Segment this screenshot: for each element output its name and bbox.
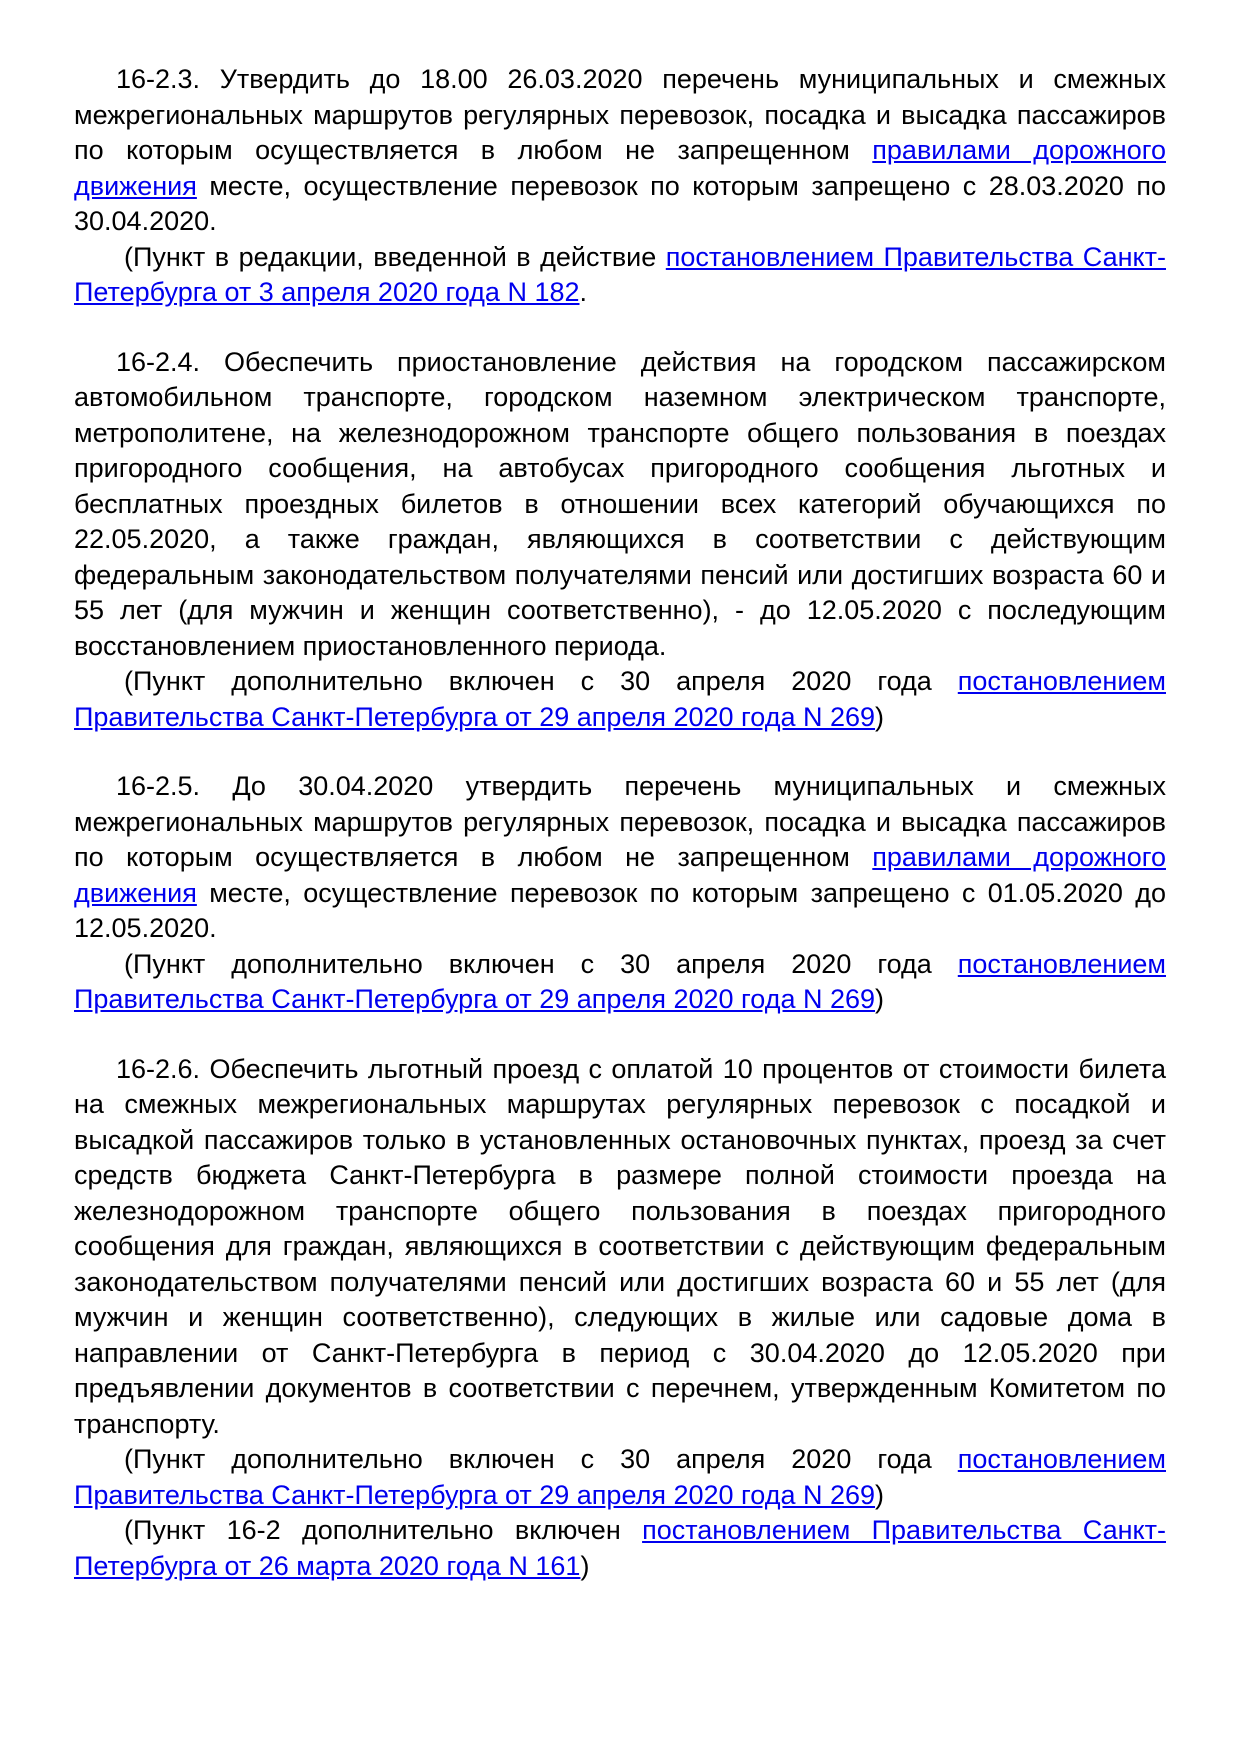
paragraph-gap: [74, 311, 1166, 345]
amendment-note: [74, 240, 1166, 311]
note-suffix: .: [579, 277, 588, 307]
paragraph-gap: [74, 1018, 1166, 1052]
amendment-note: [74, 947, 1166, 1018]
paragraph-text: 16-2.4. Обеспечить приостановление действия на городском пассажирском автомобильном транспорте, городском наземном электрическом транспорте, метрополитене, на железнодорожном транспорте общего пользования в поездах пригородного сообщения, на автобусах пригородного сообщения льготных и бесплатных проездных билетов в отношении всех категорий обучающихся по 22.05.2020, а также граждан, являющихся в соответствии с действующим федеральным законодательством получателями пенсий или достигших возраста 60 и 55 лет (для мужчин и женщин соответственно), - до 12.05.2020 с последующим восстановлением приостановленного периода.: [74, 346, 1166, 661]
resolution-link[interactable]: постановлением Правительства Санкт-Петербурга от 29 апреля 2020 года N 269: [74, 948, 1166, 1014]
document-page: [74, 62, 1166, 1584]
amendment-note: [74, 1442, 1166, 1513]
section-16-2-4: [74, 345, 1166, 736]
paragraph-text: 16-2.3. Утвердить до 18.00 26.03.2020 перечень муниципальных и смежных межрегиональных маршрутов регулярных перевозок, посадка и высадка пассажиров по которым осуществляется в любом не запрещенном: [74, 64, 1166, 165]
note-prefix: (Пункт 16-2 дополнительно включен: [124, 1515, 643, 1545]
resolution-link[interactable]: постановлением Правительства Санкт-Петербурга от 29 апреля 2020 года N 269: [74, 1444, 1166, 1510]
section-paragraph: [74, 62, 1166, 240]
section-16-2-3: [74, 62, 1166, 311]
resolution-link[interactable]: постановлением Правительства Санкт-Петербурга от 29 апреля 2020 года N 269: [74, 666, 1166, 732]
section-16-2-5: [74, 769, 1166, 1018]
note-prefix: (Пункт в редакции, введенной в действие: [124, 241, 666, 272]
section-paragraph: [74, 345, 1166, 665]
paragraph-text: месте, осуществление перевозок по которым запрещено с 01.05.2020 до 12.05.2020.: [74, 877, 1166, 943]
resolution-link[interactable]: постановлением Правительства Санкт-Петербурга от 26 марта 2020 года N 161: [74, 1515, 1166, 1581]
section-16-2-6: [74, 1052, 1166, 1585]
section-paragraph: [74, 1052, 1166, 1443]
paragraph-gap: [74, 735, 1166, 769]
note-suffix: ): [580, 1550, 590, 1581]
resolution-link[interactable]: постановлением Правительства Санкт-Петербурга от 3 апреля 2020 года N 182: [74, 241, 1166, 307]
traffic-rules-link[interactable]: правилами дорожного движения: [74, 135, 1166, 201]
note-suffix: ): [875, 701, 885, 732]
note-suffix: ): [875, 984, 885, 1014]
note-prefix: (Пункт дополнительно включен с 30 апреля 2020 года: [124, 948, 958, 979]
paragraph-text: месте, осуществление перевозок по которым запрещено с 28.03.2020 по 30.04.2020.: [74, 170, 1166, 236]
paragraph-text: 16-2.5. До 30.04.2020 утвердить перечень муниципальных и смежных межрегиональных маршрутов регулярных перевозок, посадка и высадка пассажиров по которым осуществляется в любом не запрещенном: [74, 771, 1166, 872]
note-prefix: (Пункт дополнительно включен с 30 апреля 2020 года: [124, 1444, 958, 1474]
paragraph-text: 16-2.6. Обеспечить льготный проезд с оплатой 10 процентов от стоимости билета на смежных межрегиональных маршрутах регулярных перевозок с посадкой и высадкой пассажиров только в установленных остановочных пунктах, проезд за счет средств бюджета Санкт-Петербурга в размере полной стоимости проезда на железнодорожном транспорте общего пользования в поездах пригородного сообщения для граждан, являющихся в соответствии с действующим федеральным законодательством получателями пенсий или достигших возраста 60 и 55 лет (для мужчин и женщин соответственно), следующих в жилые или садовые дома в направлении от Санкт-Петербурга в период с 30.04.2020 до 12.05.2020 при предъявлении документов в соответствии с перечнем, утвержденным Комитетом по транспорту.: [74, 1053, 1166, 1439]
note-suffix: ): [875, 1479, 885, 1510]
amendment-note: [74, 1513, 1166, 1584]
note-prefix: (Пункт дополнительно включен с 30 апреля 2020 года: [124, 666, 958, 696]
traffic-rules-link[interactable]: правилами дорожного движения: [74, 842, 1166, 908]
section-paragraph: [74, 769, 1166, 947]
amendment-note: [74, 664, 1166, 735]
